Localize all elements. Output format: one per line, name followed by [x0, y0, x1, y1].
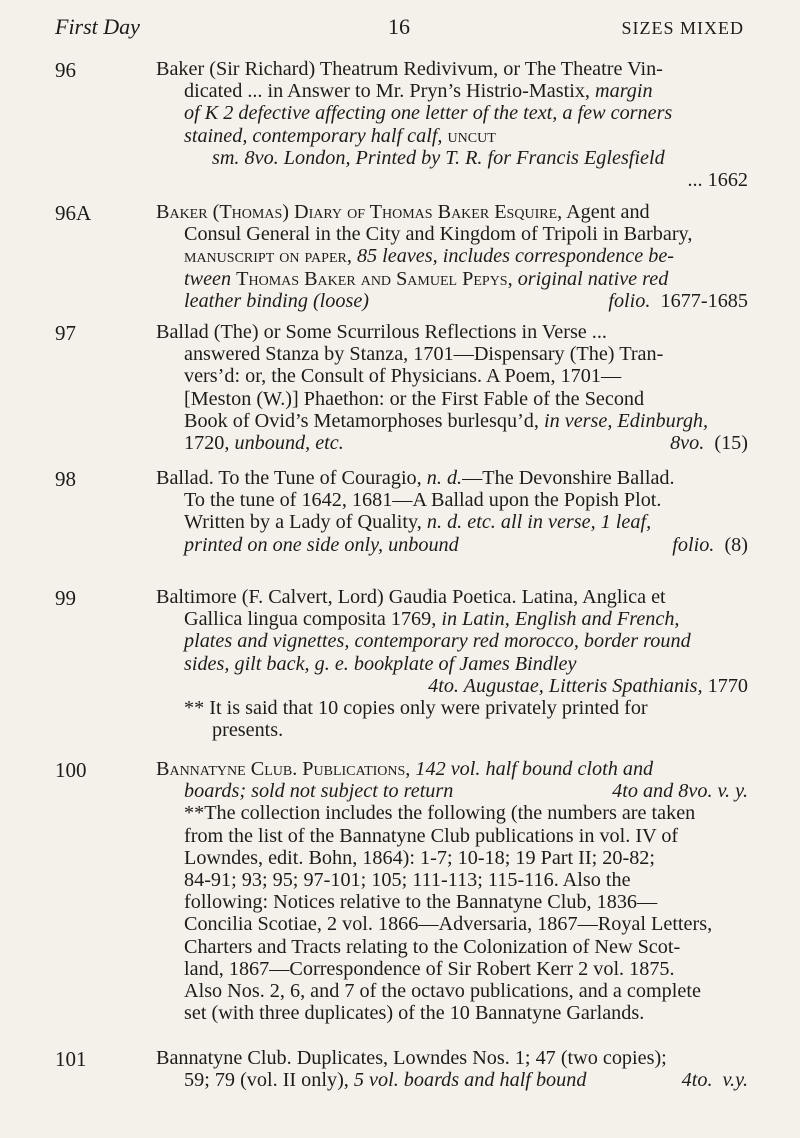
lot-description: Bannatyne Club. Duplicates, Lowndes Nos. 1; 47 (two copies); 59; 79 (vol. II only), 5 vol. boards and half bound 4to. v.y.	[156, 1047, 748, 1092]
lot-description: Ballad (The) or Some Scurrilous Reflections in Verse ... answered Stanza by Stanza, 1701—Dispensary (The) Tran- vers’d: or, the Consult of Physicians. A Poem, 1701— [Meston (W.)] Phaethon: or the First Fable of the Second Book of Ovid’s Metamorphoses burlesqu’d, in verse, Edinburgh, 1720, unbound, etc. 8vo. (15)	[156, 321, 748, 454]
lot-number: 96	[55, 58, 76, 82]
lot-number: 98	[55, 467, 76, 491]
lot-description: Baltimore (F. Calvert, Lord) Gaudia Poetica. Latina, Anglica et Gallica lingua composita 1769, in Latin, English and French, plates and vignettes, contemporary red morocco, border round sides, gilt back, g. e. bookplate of James Bindley 4to. Augustae, Litteris Spathianis, 1770 ** It is said that 10 copies only were privately printed for presents.	[156, 586, 748, 742]
lot-description: Baker (Sir Richard) Theatrum Redivivum, or The Theatre Vin- dicated ... in Answer to Mr. Pryn’s Histrio-Mastix, margin of K 2 defective affecting one letter of the text, a few corners stained, contemporary half calf, uncut sm. 8vo. London, Printed by T. R. for Francis Eglesfield ... 1662	[156, 58, 748, 191]
lot-number: 97	[55, 321, 76, 345]
page-number: 16	[388, 14, 410, 39]
lot-number: 99	[55, 586, 76, 610]
lot-description: Bannatyne Club. Publications, 142 vol. half bound cloth and boards; sold not subject to return 4to and 8vo. v. y. **The collection includes the following (the numbers are taken from the list of the Bannatyne Club publications in vol. IV of Lowndes, edit. Bohn, 1864): 1-7; 10-18; 19 Part II; 20-82; 84-91; 93; 95; 97-101; 105; 111-113; 115-116. Also the following: Notices relative to the Bannatyne Club, 1836— Concilia Scotiae, 2 vol. 1866—Adversaria, 1867—Royal Letters, Charters and Tracts relating to the Colonization of New Scot- land, 1867—Correspondence of Sir Robert Kerr 2 vol. 1875. Also Nos. 2, 6, and 7 of the octavo publications, and a complete set (with three duplicates) of the 10 Bannatyne Garlands.	[156, 758, 748, 1025]
page-header	[0, 8, 800, 48]
section-title: SIZES MIXED	[621, 18, 744, 38]
lot-description: Ballad. To the Tune of Couragio, n. d.—The Devonshire Ballad. To the tune of 1642, 1681—A Ballad upon the Popish Plot. Written by a Lady of Quality, n. d. etc. all in verse, 1 leaf, printed on one side only, unbound folio. (8)	[156, 467, 748, 556]
lot-number: 100	[55, 758, 87, 782]
lot-number: 96A	[55, 201, 92, 225]
lot-number: 101	[55, 1047, 87, 1071]
running-head: First Day	[55, 14, 140, 39]
lot-description: Baker (Thomas) Diary of Thomas Baker Esquire, Agent and Consul General in the City and Kingdom of Tripoli in Barbary, manuscript on paper, 85 leaves, includes correspondence be- tween Thomas Baker and Samuel Pepys, original native red leather binding (loose) folio. 1677-1685	[156, 201, 748, 312]
